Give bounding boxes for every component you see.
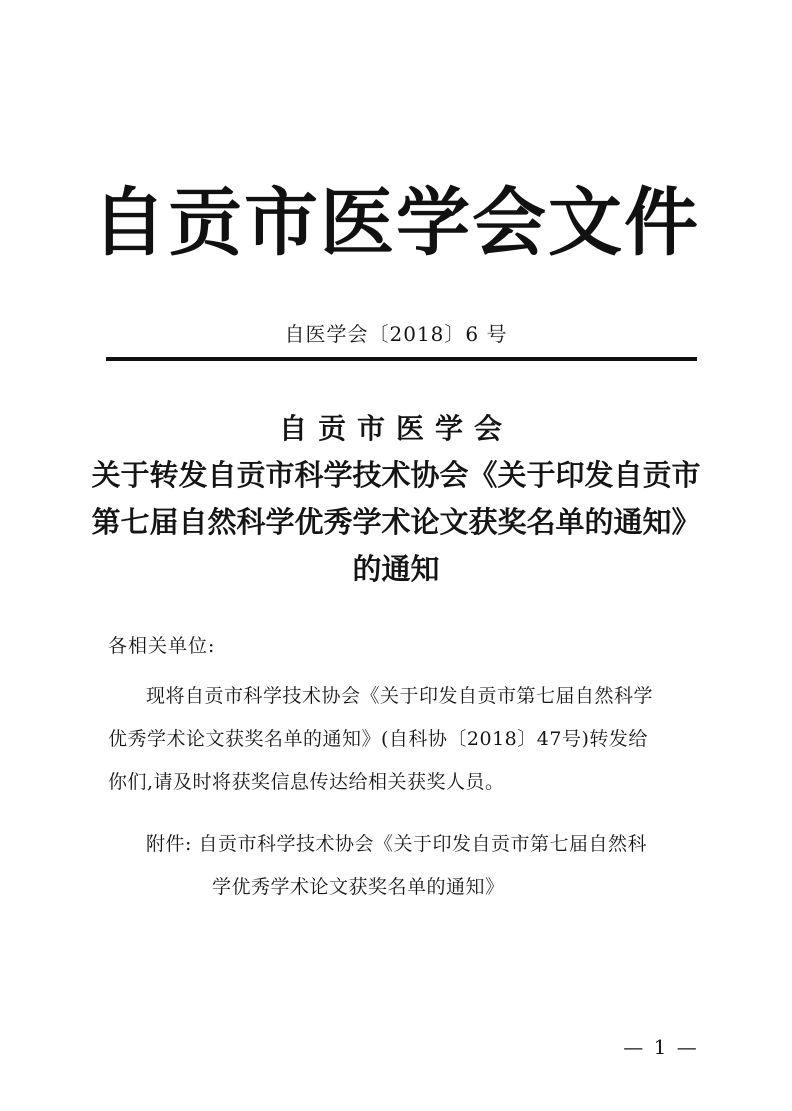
page-number: — 1 — [623,1035,699,1059]
body-line: 优秀学术论文获奖名单的通知》(自科协〔2018〕47号)转发给 [108,728,648,750]
header-divider [106,357,697,361]
salutation: 各相关单位: [108,635,216,657]
title-line-4: 的通知 [352,552,440,586]
notice-title [0,405,792,593]
masthead-title: 自贡市医学会文件 [92,180,700,266]
body-line: 你们,请及时将获奖信息传达给相关获奖人员。 [108,771,505,793]
title-line-2: 关于转发自贡市科学技术协会《关于印发自贡市 [91,458,701,492]
body-paragraph [108,675,700,804]
attachment-note [146,823,706,909]
attachment-line: 学优秀学术论文获奖名单的通知》 [212,876,505,898]
title-line-issuer: 自贡市医学会 [278,412,513,445]
title-line-3: 第七届自然科学优秀学术论文获奖名单的通知》 [91,505,701,539]
attachment-line: 附件: 自贡市科学技术协会《关于印发自贡市第七届自然科 [146,833,647,855]
body-line: 现将自贡市科学技术协会《关于印发自贡市第七届自然科学 [146,685,654,707]
document-number: 自医学会〔2018〕6 号 [284,322,508,346]
